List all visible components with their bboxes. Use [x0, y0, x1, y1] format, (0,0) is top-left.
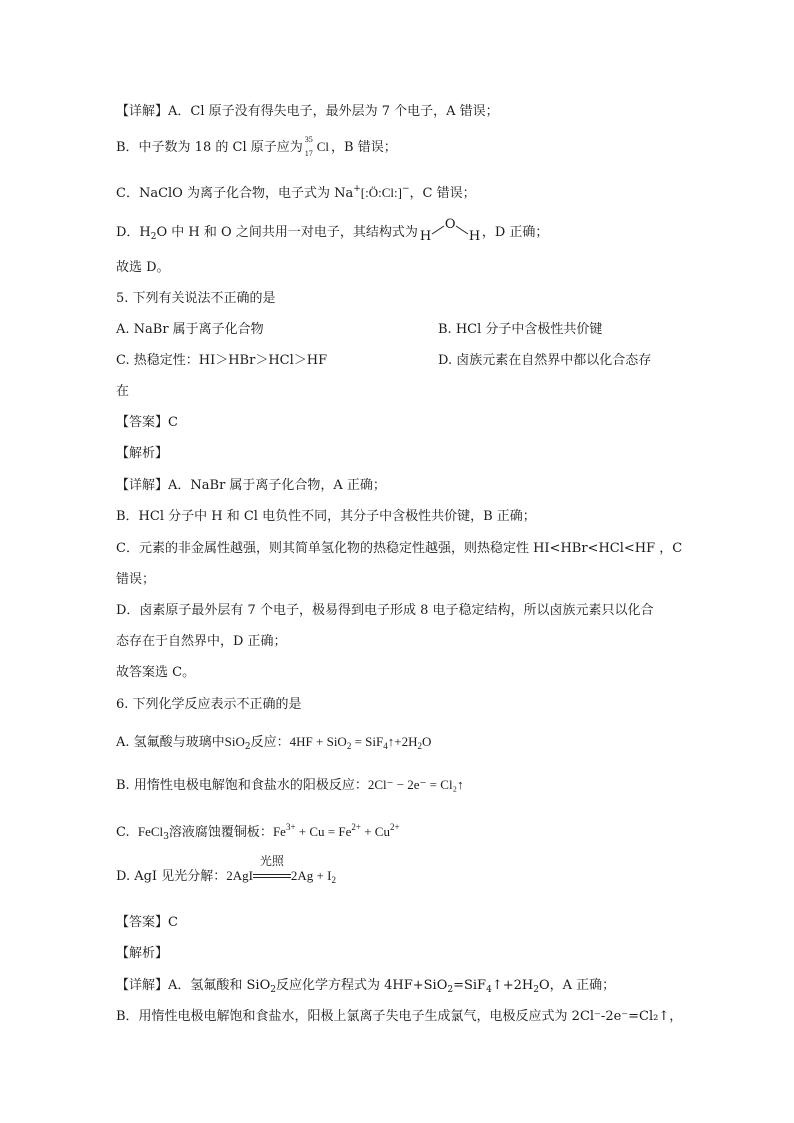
- q6-detail-b: B．用惰性电极电解饱和食盐水，阳极上氯离子失电子生成氯气，电极反应式为 2Cl⁻-2e⁻=Cl₂↑，: [116, 1009, 683, 1024]
- chlorine-isotope: 35 17 Cl: [304, 135, 330, 158]
- q5-detail-b: B．HCl 分子中 H 和 Cl 电负性不同，其分子中含极性共价键，B 正确；: [116, 509, 536, 524]
- q6-stem: 6. 下列化学反应表示不正确的是: [116, 697, 302, 712]
- q5-detail-a: 【详解】A．NaBr 属于离子化合物，A 正确；: [116, 478, 386, 493]
- q6-option-a: A. 氢氟酸与玻璃中SiO$_2$反应：$4HF + SiO_2 = SiF_4↑+2H_2O$: [116, 734, 432, 752]
- reaction-condition: 光照: [253, 867, 291, 885]
- q5-option-d-wrap: 在: [116, 384, 130, 399]
- q5-stem: 5. 下列有关说法不正确的是: [116, 291, 276, 306]
- q6-option-a-equation: $4HF + SiO_2 = SiF_4↑+2H_2O$: [289, 734, 432, 751]
- q6-option-d-equation: 2AgI 光照 $2Ag + I_2$: [226, 854, 336, 885]
- q5-detail-d1: D．卤素原子最外层有 7 个电子，极易得到电子形成 8 电子稳定结构，所以卤族元素只以化合: [116, 603, 654, 618]
- q6-detail-a: 【详解】A．氢氟酸和 SiO$_2$反应化学方程式为 $4HF+SiO_2=SiF_4↑+2H_2O$，A 正确；: [116, 978, 616, 995]
- q4-detail-c: C．NaClO 为离子化合物，电子式为 Na+[:Ö:Cl:]−，C 错误；: [116, 184, 476, 201]
- q6-analysis-label: 【解析】: [116, 946, 169, 961]
- q6-option-c-equation: $Fe^{3+} + Cu = Fe^{2+} + Cu^{2+}$: [272, 822, 400, 839]
- naclo-electron-formula: [:Ö:Cl:]: [360, 185, 402, 200]
- q5-analysis-label: 【解析】: [116, 446, 169, 461]
- q5-detail-c1: C．元素的非金属性越强，则其简单氢化物的热稳定性越强，则热稳定性 HI<HBr<HCl<HF ，C: [116, 541, 683, 556]
- q5-detail-d2: 态存在于自然界中，D 正确；: [116, 634, 287, 649]
- q4-detail-b: B．中子数为 18 的 Cl 原子应为 35 17 Cl ，B 错误；: [116, 135, 397, 158]
- q6-option-b: B. 用惰性电极电解饱和食盐水的阳极反应：2Cl⁻ − 2e⁻ = Cl₂↑: [116, 777, 464, 793]
- q6-option-d: D. AgI 见光分解：2AgI 光照 $2Ag + I_2$: [116, 854, 336, 885]
- q5-option-c: C. 热稳定性：HI＞HBr＞HCl＞HF: [116, 353, 328, 368]
- q5-detail-c2: 错误；: [116, 572, 156, 587]
- q5-option-a: A. NaBr 属于离子化合物: [116, 322, 264, 337]
- q5-option-d: D. 卤族元素在自然界中都以化合态存: [438, 353, 652, 368]
- q4-conclusion: 故选 D。: [116, 260, 170, 275]
- q4-detail-a: 【详解】A．Cl 原子没有得失电子，最外层为 7 个电子，A 错误；: [116, 104, 499, 119]
- q6-option-c: C. FeCl$_3$溶液腐蚀覆铜板：$Fe^{3+} + Cu = Fe^{2+} + Cu^{2+}$: [116, 822, 400, 842]
- water-structure: [418, 217, 482, 244]
- q6-answer: 【答案】C: [116, 915, 178, 930]
- water-o: O: [444, 217, 456, 232]
- q4-detail-d: D．$H_2O$ 中 H 和 O 之间共用一对电子，其结构式为 H O H ，D 正确；: [116, 217, 549, 244]
- water-h-left: H: [419, 229, 432, 244]
- q5-conclusion: 故答案选 C。: [116, 665, 196, 680]
- q6-option-b-equation: 2Cl⁻ − 2e⁻ = Cl₂↑: [367, 777, 464, 792]
- q5-option-b: B. HCl 分子中含极性共价键: [438, 322, 603, 337]
- water-h-right: H: [468, 229, 481, 244]
- q5-answer: 【答案】C: [116, 415, 178, 430]
